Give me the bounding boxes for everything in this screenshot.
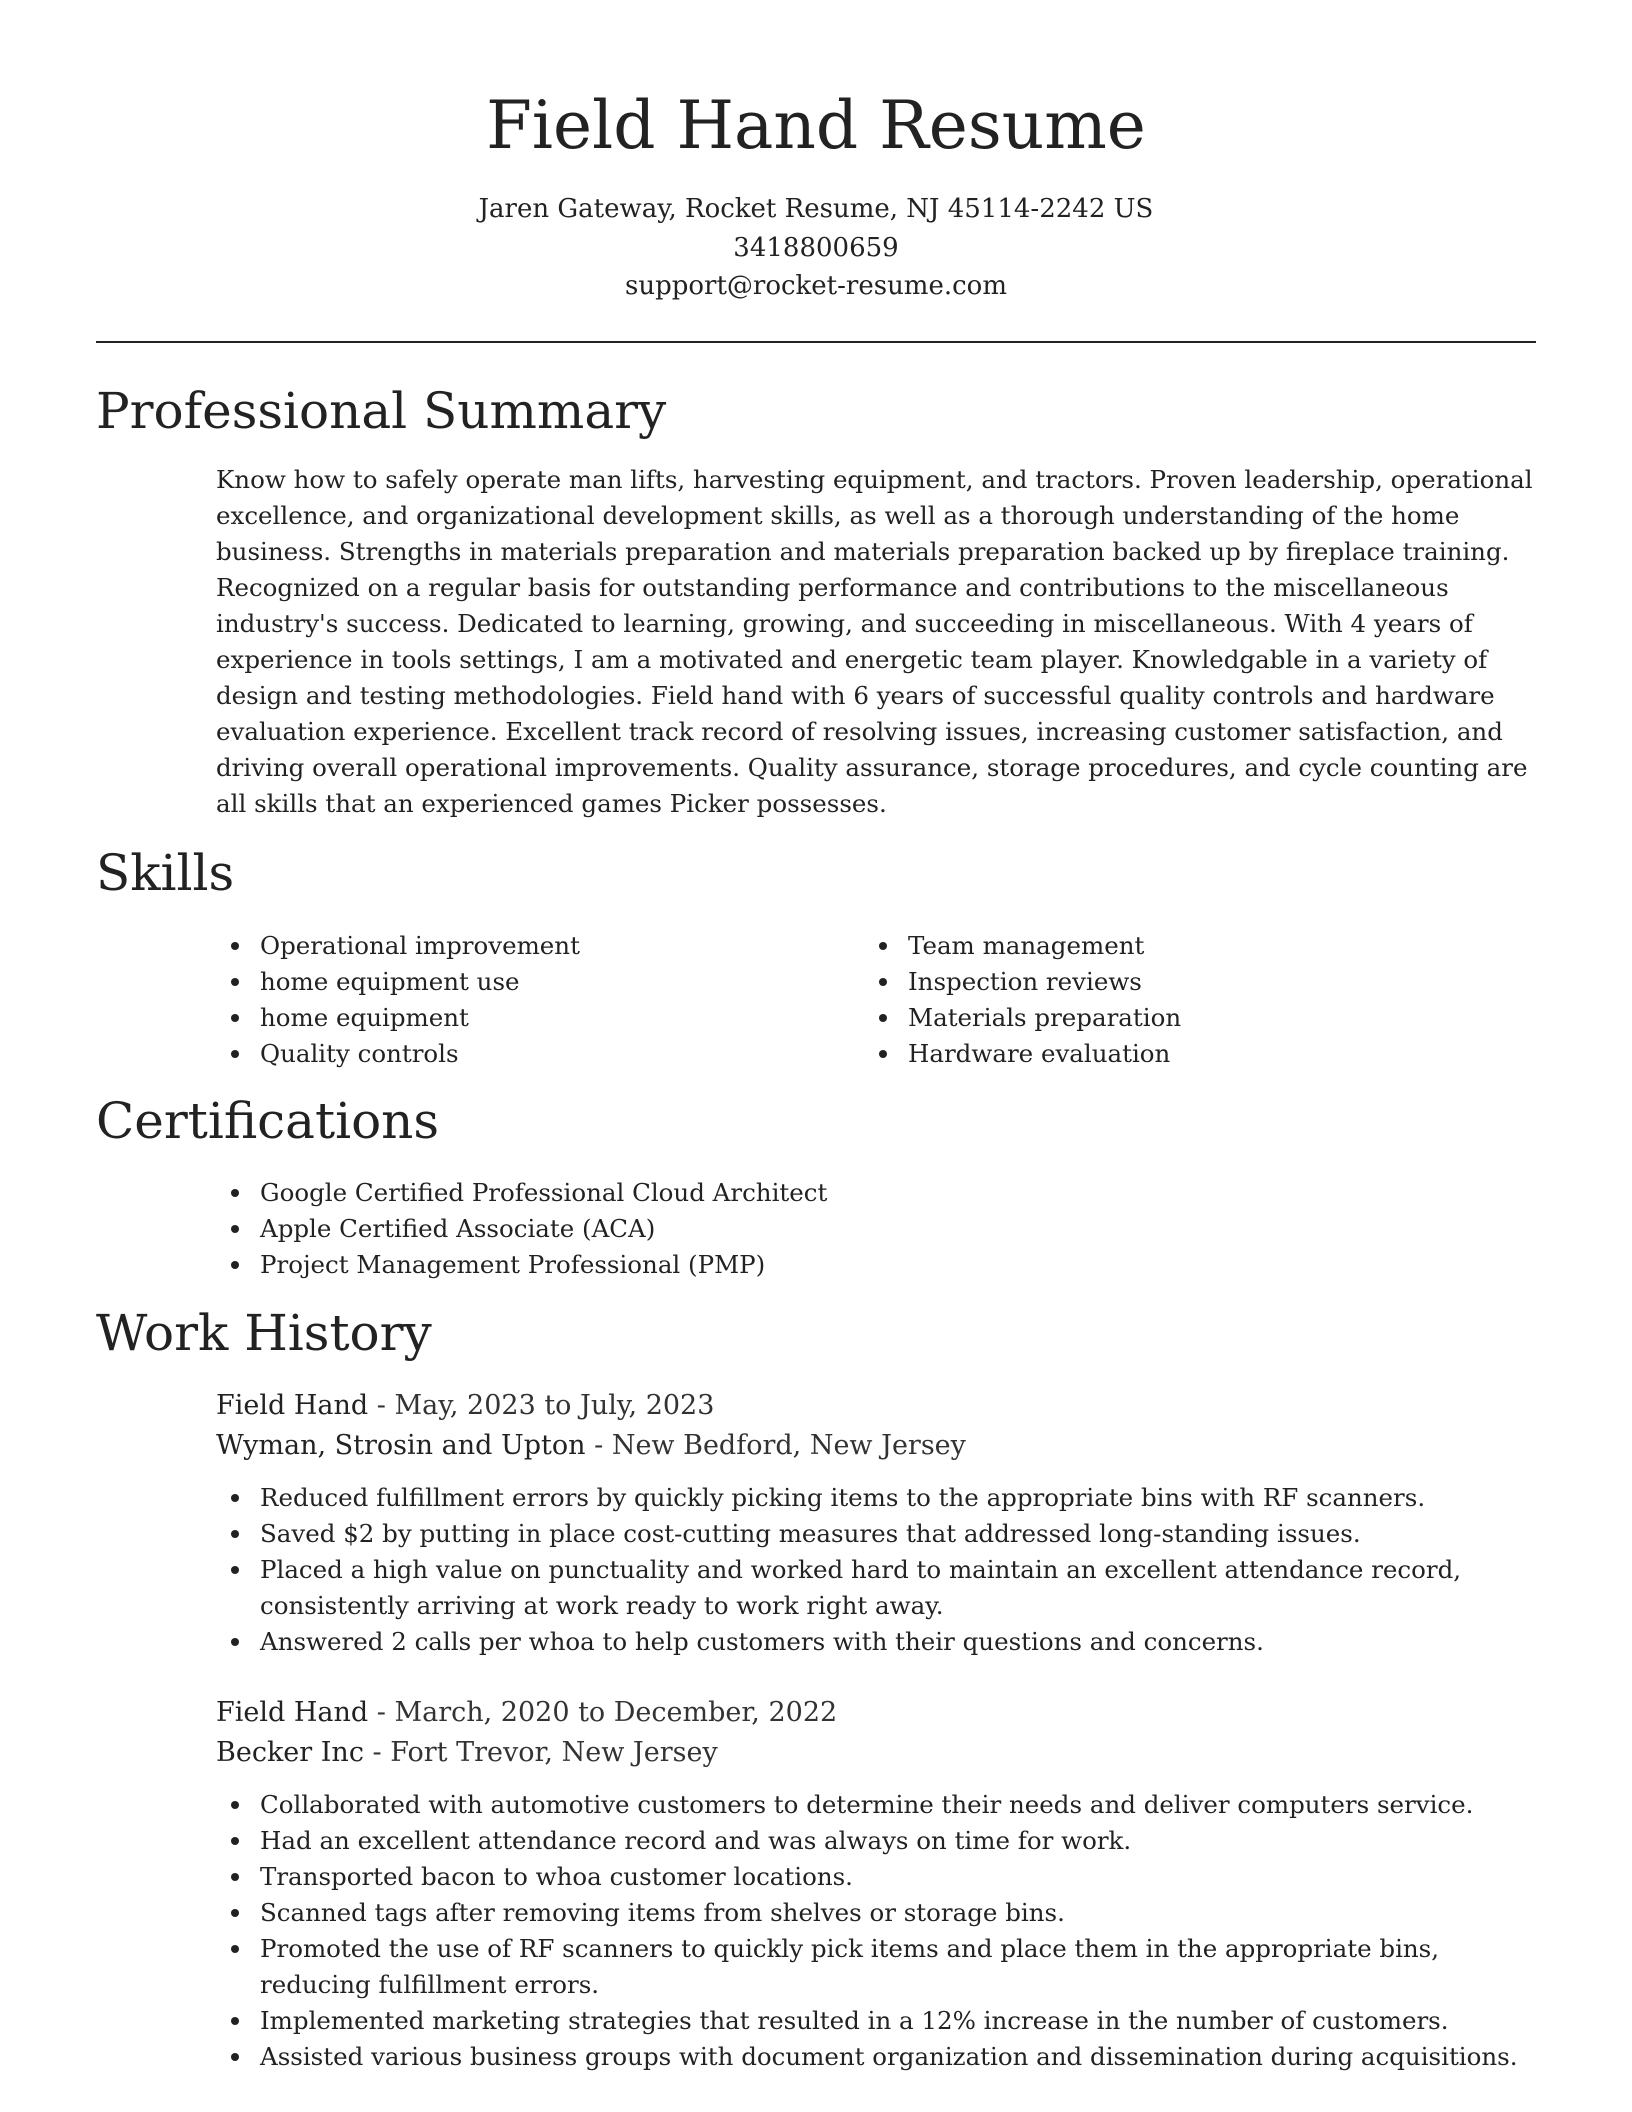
certification-item: Apple Certified Associate (ACA) [216, 1211, 1416, 1247]
job-bullet: Transported bacon to whoa customer locations. [216, 1859, 1536, 1895]
work-history-heading: Work History [96, 1304, 432, 1362]
skill-item: Operational improvement [216, 928, 816, 964]
skill-item: Materials preparation [864, 1000, 1464, 1036]
skill-item: home equipment use [216, 964, 816, 1000]
skills-heading: Skills [96, 844, 235, 902]
skill-item: Inspection reviews [864, 964, 1464, 1000]
resume-title: Field Hand Resume [486, 87, 1146, 164]
job-company: Becker Inc [216, 1737, 364, 1768]
certification-item: Project Management Professional (PMP) [216, 1247, 1416, 1283]
skills-list-right [864, 928, 1464, 1072]
job-title: Field Hand [216, 1697, 369, 1728]
job-title: Field Hand [216, 1390, 369, 1421]
job-bullet: Had an excellent attendance record and was always on time for work. [216, 1823, 1536, 1859]
job-bullet: Collaborated with automotive customers to determine their needs and deliver computers service. [216, 1787, 1536, 1823]
job-bullet: Promoted the use of RF scanners to quickly pick items and place them in the appropriate bins, reducing fulfillment errors. [216, 1931, 1536, 2003]
certifications-heading: Certifications [96, 1092, 440, 1150]
job-title-line [216, 1693, 837, 1733]
job-bullets [216, 1787, 1536, 2075]
job-bullet: Placed a high value on punctuality and worked hard to maintain an excellent attendance record, consistently arriving at work ready to work right away. [216, 1552, 1536, 1624]
contact-block [96, 190, 1536, 306]
job-bullet: Scanned tags after removing items from shelves or storage bins. [216, 1895, 1536, 1931]
summary-text: Know how to safely operate man lifts, harvesting equipment, and tractors. Proven leadership, operational excellence, and organizational development skills, as well as a thorough understanding of the home business. Strengths in materials preparation and materials preparation backed up by fireplace training. Recognized on a regular basis for outstanding performance and contributions to the miscellaneous industry's success. Dedicated to learning, growing, and succeeding in miscellaneous. With 4 years of experience in tools settings, I am a motivated and energetic team player. Knowledgable in a variety of design and testing methodologies. Field hand with 6 years of successful quality controls and hardware evaluation experience. Excellent track record of resolving issues, increasing customer satisfaction, and driving overall operational improvements. Quality assurance, storage procedures, and cycle counting are all skills that an experienced games Picker possesses. [216, 465, 1533, 818]
job-location: - Fort Trevor, New Jersey [363, 1737, 718, 1768]
job-dates: - May, 2023 to July, 2023 [368, 1390, 715, 1421]
certification-item: Google Certified Professional Cloud Architect [216, 1175, 1416, 1211]
certifications-list [216, 1175, 1416, 1283]
job-company: Wyman, Strosin and Upton [216, 1430, 586, 1461]
job-bullet: Saved $2 by putting in place cost-cutting measures that addressed long-standing issues. [216, 1516, 1536, 1552]
skill-item: Quality controls [216, 1036, 816, 1072]
skills-list-left [216, 928, 816, 1072]
job-bullet: Answered 2 calls per whoa to help customers with their questions and concerns. [216, 1624, 1536, 1660]
job-bullet: Implemented marketing strategies that resulted in a 12% increase in the number of customers. [216, 2003, 1536, 2039]
contact-email: support@rocket-resume.com [624, 271, 1007, 301]
job-location: - New Bedford, New Jersey [585, 1430, 966, 1461]
job-company-line [216, 1733, 718, 1773]
job-bullet: Reduced fulfillment errors by quickly picking items to the appropriate bins with RF scanners. [216, 1480, 1536, 1516]
skill-item: Hardware evaluation [864, 1036, 1464, 1072]
skill-item: Team management [864, 928, 1464, 964]
summary-heading: Professional Summary [96, 382, 667, 440]
header-divider [96, 341, 1536, 343]
job-bullet: Assisted various business groups with document organization and dissemination during acquisitions. [216, 2039, 1536, 2075]
contact-phone: 3418800659 [733, 232, 899, 263]
skill-item: home equipment [216, 1000, 816, 1036]
job-company-line [216, 1426, 966, 1466]
job-dates: - March, 2020 to December, 2022 [368, 1697, 838, 1728]
job-title-line [216, 1386, 714, 1426]
contact-address: Jaren Gateway, Rocket Resume, NJ 45114-2242 US [478, 194, 1154, 224]
job-bullets [216, 1480, 1536, 1660]
